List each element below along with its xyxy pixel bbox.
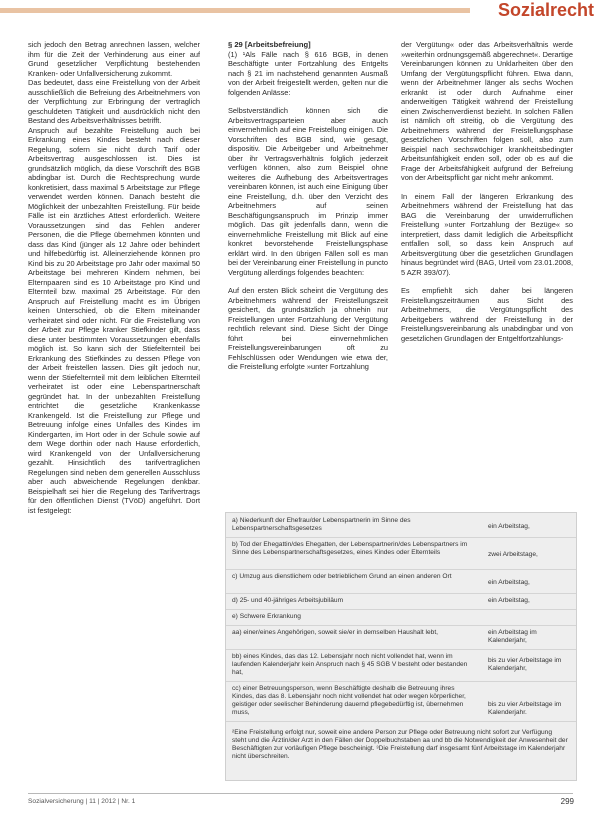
row-value: bis zu vier Arbeitstage im Kalenderjahr. bbox=[488, 701, 562, 716]
row-text: aa) einer/eines Angehörigen, soweit sie/er in demselben Haushalt lebt, bbox=[232, 629, 438, 636]
column-left bbox=[28, 40, 200, 790]
column-middle bbox=[228, 40, 388, 500]
row-value: zwei Arbeitstage, bbox=[488, 551, 538, 558]
row-text: bb) eines Kindes, das das 12. Lebensjahr noch nicht vollendet hat, wenn im laufenden Kalenderjahr kein Anspruch nach § 45 SGB V besteht oder bestanden hat, bbox=[232, 653, 468, 676]
paragraph: sich jedoch den Betrag anrechnen lassen, welcher ihm für die Zeit der Verhinderung aus einer auf Grund gesetzlicher Verpflichtung bestehenden Kranken- oder Unfallversicherung zukommt. bbox=[28, 40, 200, 78]
row-value: ein Arbeitstag, bbox=[488, 597, 530, 604]
row-text: d) 25- und 40-jähriges Arbeitsjubiläum bbox=[232, 597, 344, 604]
header-rule bbox=[0, 8, 470, 13]
table-row bbox=[226, 517, 576, 538]
row-text: b) Tod der Ehegattin/des Ehegatten, der Lebenspartnerin/des Lebenspartners im Sinne des Lebenspartnerschaftsgesetzes, eines Kindes oder Elternteils bbox=[232, 541, 468, 556]
table-row bbox=[226, 629, 576, 650]
row-value: ein Arbeitstag, bbox=[488, 523, 530, 530]
paragraph: Es empfiehlt sich daher bei längeren Freistellungszeiträumen aus Sicht des Arbeitnehmers, die Vergütungspflicht des Arbeitgebers während der Freistellung in der Freistellungsvereinbarung als unabdingbar und von gesetzlichen Grundlagen der Entgeltfortzahlungs- bbox=[401, 286, 573, 343]
paragraph: (1) ¹Als Fälle nach § 616 BGB, in denen Beschäftigte unter Fortzahlung des Entgelts nach § 21 im nachstehend genannten Ausmaß von der Arbeit freigestellt werden, gelten nur die folgenden Anlässe: bbox=[228, 49, 388, 97]
paragraph: der Vergütung« oder das Arbeitsverhältnis werde »weiterhin ordnungsgemäß abgerechnet«. Derartige Vereinbarungen können zu Unklarheiten über den Umfang der Vergütungspflicht führen. Etwa dann, wenn der Arbeitnehmer länger als sechs Wochen erkrankt ist oder durch Aufnahme einer anderweitigen Tätigkeit während der Freistellung einen Zwischenverdienst bezieht. In solchen Fällen ist nämlich oft streitig, ob die Vergütung des Arbeitnehmers während der Freistellungsphase gesetzlichen Vorschriften folgen soll, also zum Beispiel nach sechswöchiger krankheitsbedingter Arbeitsunfähigkeit enden soll, oder ob es auf die Frage der Arbeitsfähigkeit aufgrund der Befreiung von der Arbeitspflicht gar nicht mehr ankommt. bbox=[401, 40, 573, 182]
table-row bbox=[226, 573, 576, 594]
row-text: a) Niederkunft der Ehefrau/der Lebenspartnerin im Sinne des Lebenspartnerschaftsgesetzes bbox=[232, 517, 411, 532]
table-row bbox=[226, 685, 576, 722]
table-row bbox=[226, 597, 576, 610]
row-value: bis zu vier Arbeitstage im Kalenderjahr, bbox=[488, 657, 562, 672]
footer-rule bbox=[28, 793, 573, 794]
section-label: Sozialrecht bbox=[497, 0, 594, 20]
table-row bbox=[226, 653, 576, 682]
paragraph: Selbstverständlich können sich die Arbeitsvertragsparteien aber auch einvernehmlich auf eine Freistellung einigen. Die Vorschriften des BGB sind, wie gesagt, dispositiv. Die Arbeitgeber und Arbeitnehmer über ihr Vertragsverhältnis folglich jederzeit verfügen können, also zum Beispiel ohne weiteres die Aufhebung des Arbeitsvertrages vereinbaren können, ist auch eine Einigung über eine Freistellung, d.h. über den Verzicht des Arbeitnehmers auf seinen Beschäftigungsanspruch im Prinzip immer möglich. Das gilt jedenfalls dann, wenn die einvernehmliche Freistellung mit Blick auf eine konkret bevorstehende Freistellungsphase erklärt wird. In den übrigen Fällen soll es man bei der Vereinbarung einer Freistellung in puncto Vergütung allerdings folgendes beachten: bbox=[228, 106, 388, 277]
paragraph: In einem Fall der längeren Erkrankung des Arbeitnehmers während der Freistellung hat das BAG die Vereinbarung der unwiderruflichen Freistellung »unter Fortzahlung der Bezüge« so interpretiert, dass damit lediglich die Arbeitspflicht entfallen soll, so dass kein Anspruch auf Arbeitsvergütung über die gesetzlichen Grundlagen hinaus begründet wird (BAG, Urteil vom 23.01.2008, 5 AZR 393/07). bbox=[401, 191, 573, 277]
journal-name: Sozialversicherung | 11 | 2012 | Nr. 1 bbox=[28, 798, 136, 805]
row-value: ein Arbeitstag im Kalenderjahr, bbox=[488, 629, 537, 644]
paragraph: Anspruch auf bezahlte Freistellung auch bei Erkrankung eines Kindes besteht nach dieser Regelung, sofern sie nicht durch Tarif oder Arbeitsvertrag ausgeschlossen ist. Dies ist grundsätzlich möglich, da diese Vorschrift des BGB abdingbar ist. Durch die Rechtsprechung wurde konkretisiert, dass maximal 5 Arbeitstage zur Pflege verwendet werden können. Danach besteht die Möglichkeit der unbezahlten Freistellung. Für beide Fälle ist ein ärztliches Attest erforderlich. Weitere Voraussetzungen sind das Fehlen anderer Personen, die die Pflege übernehmen könnten und dass das Kind (jünger als 12 Jahre oder behindert und hilfebedürftig ist. Alleinerziehende können pro Kind bis zu 20 Arbeitstage pro Jahr oder maximal 50 Arbeitstage bei mehreren Kindern nehmen, bei Elternpaaren sind es 10 Arbeitstage pro Kind und Elternteil bzw. maximal 25 Arbeitstage. Für den Anspruch auf Freistellung macht es im Übrigen keinen Unterschied, ob die Eltern miteinander verheiratet sind oder nicht. Für die Freistellung von der Arbeit zur Pflege kranker Stiefkinder gilt, dass diese unter bestimmten Voraussetzungen ebenfalls möglich ist. So kann sich der Stiefelternteil bei Erkrankung des Stiefkindes zu dessen Pflege von der Arbeit freistellen lassen. Dies gilt jedoch nur, wenn der Stiefelternteil mit dem leiblichen Elternteil verheiratet ist oder eine Lebenspartnerschaft gegründet hat. In der unbezahlten Freistellung entrichtet die gesetzliche Krankenkasse Krankengeld. Ist die Freistellung zur Pflege und Betreuung infolge eines Unfalles des Kindes im Kindergarten, im Hort oder in der Schule sowie auf dem Wege dorthin oder nach Hause erforderlich, wird Krankengeld von der Unfallversicherung gezahlt. Hinsichtlich des tarifvertraglichen Regelungen sind neben dem generellen Ausschluss aber auch abweichende Regelungen denkbar. Beispielhaft sei hier die Regelung des Tarifvertrags für den öffentlichen Dienst (TVöD) angeführt. Dort ist festgelegt: bbox=[28, 125, 200, 515]
section-heading: § 29 [Arbeitsbefreiung] bbox=[228, 40, 311, 49]
table-row bbox=[226, 541, 576, 570]
table-row bbox=[226, 613, 576, 626]
row-value: ein Arbeitstag, bbox=[488, 579, 530, 586]
paragraph: Das bedeutet, dass eine Freistellung von der Arbeit ausschließlich die Befreiung des Arbeitnehmers von der Verpflichtung zur Erbringung der vertraglich geschuldeten Tätigkeit und ausdrücklich nicht den Bestand des Arbeitsverhältnisses betrifft. bbox=[28, 78, 200, 125]
column-right bbox=[401, 40, 573, 500]
paragraph: Auf den ersten Blick scheint die Vergütung des Arbeitnehmers während der Freistellungszeit gesichert, da grundsätzlich ja ohnehin nur Freistellungen unter Fortzahlung der Vergütung rechtlich relevant sind. Diese Sicht der Dinge führt bei einvernehmlichen Freistellungsvereinbarungen oft zu Fehlschlüssen oder Wendungen wie etwa der, die Freistellung erfolgte »unter Fortzahlung bbox=[228, 286, 388, 371]
page-number: 299 bbox=[560, 797, 574, 806]
row-text: c) Umzug aus dienstlichem oder betrieblichem Grund an einen anderen Ort bbox=[232, 573, 452, 580]
table-note: ²Eine Freistellung erfolgt nur, soweit eine andere Person zur Pflege oder Betreuung nicht sofort zur Verfügung steht und die Ärztin/der Arzt in den Fällen der Doppelbuchstaben aa und bb die Notwendigkeit der Anwesenheit der Beschäftigten zur vorläufigen Pflege bescheinigt. ³Die Freistellung darf insgesamt fünf Arbeitstage im Kalenderjahr nicht überschreiten. bbox=[232, 729, 568, 760]
leave-entitlement-table bbox=[225, 512, 577, 781]
row-text: cc) einer Betreuungsperson, wenn Beschäftigte deshalb die Betreuung ihres Kindes, das das 8. Lebensjahr noch nicht vollendet hat oder wegen körperlicher, geistiger oder seelischer Behinderung dauernd pflegebedürftig ist, übernehmen muss, bbox=[232, 685, 466, 716]
row-text: e) Schwere Erkrankung bbox=[232, 613, 301, 620]
